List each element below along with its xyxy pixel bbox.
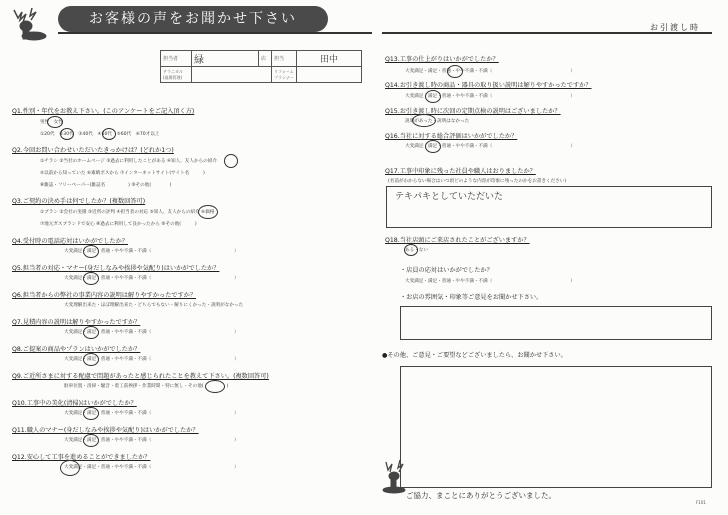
thanks-message: ご協力、まことにありがとうございました。 <box>406 491 556 500</box>
answer-mark <box>83 326 99 339</box>
q7: Q7.見積内容の説明は解りやすかったですか？ <box>12 319 141 326</box>
q12: Q12.安心して工事を進めることができましたか？ <box>12 454 151 461</box>
answer-mark <box>412 114 436 127</box>
answer-mark <box>83 272 99 285</box>
label-tele: テラニカル (現場管理) <box>161 67 192 83</box>
q13-scale[interactable]: 大変満足・満足・普通・やや不満・不満（ ） <box>405 69 575 74</box>
q8-scale[interactable]: 大変満足・満足・普通・やや不満・不満（ ） <box>64 357 239 362</box>
q15-options[interactable]: 説明があった・説明はなかった <box>405 119 470 124</box>
answer-mark <box>205 380 225 393</box>
q4-scale[interactable]: 大変満足・満足・普通・やや不満・不満（ ） <box>64 249 239 254</box>
q2-options-3[interactable]: ⑧雑誌・フリーペーパー(雑誌名 ) ⑨その他( ) <box>40 183 172 188</box>
q6-scale[interactable]: 大変理解出来た・ほぼ理解出来た・どちらでもない・解りにくかった・説明がなかった <box>64 303 244 308</box>
q16-scale[interactable]: 大変満足・満足・普通・やや不満・不満（ ） <box>405 144 575 149</box>
q3: Q3.ご契約の決め手は何でしたか？(複数回答可) <box>12 198 146 205</box>
q9-options[interactable]: 駐車位置・清掃・騒音・着工前挨拶・作業時間・特に無し・その他( ) <box>64 384 229 389</box>
q18-staff-scale[interactable]: 大変満足・満足・普通・やや不満・不満（ ） <box>405 279 575 284</box>
q2-options-2[interactable]: ⑤以前から知っていた ⑥素晴ポスから ⑦インターネットサイト(サイト名 ) <box>40 171 205 176</box>
q1-age[interactable]: ①20代 ②30代 ③40代 ④50代 ⑤60代 ⑥70才以上 <box>40 132 160 137</box>
other-comments: ●その他、ご意見・ご要望などございましたら、お聞かせ下さい。 <box>382 352 567 359</box>
staff-info-table <box>160 50 362 83</box>
q14-scale[interactable]: 大変満足・満足・普通・やや不満・不満（ ） <box>405 94 575 99</box>
q2: Q2.今回お問い合わせいただいたきっかけは？(どれか1つ) <box>12 147 174 154</box>
deer-mascot-icon <box>378 458 410 494</box>
q18: Q18.当社店頭にご来店されたことがございますか？ <box>385 237 530 244</box>
answer-mark <box>425 90 441 103</box>
tele-value <box>192 67 272 83</box>
answer-mark <box>447 65 463 78</box>
answer-mark <box>425 140 441 153</box>
q17-answer-box[interactable] <box>386 186 712 228</box>
label-tan: 担当 <box>272 51 297 67</box>
q2-options-1[interactable]: ①チラシ ②当社のホームページ ③過去に利用したことがある ④知人、友人からの紹介 <box>40 159 217 164</box>
planner-value <box>297 67 362 83</box>
answer-mark <box>83 434 99 447</box>
q8: Q8.ご提案の商品やプランはいかがでしたか？ <box>12 346 141 353</box>
q9: Q9.ご近所さまに対する配慮で問題があったと感じられたことを教えて下さい。(複数回答可) <box>12 373 269 380</box>
answer-mark <box>83 407 99 420</box>
q5-scale[interactable]: 大変満足・満足・普通・やや不満・不満（ ） <box>64 276 239 281</box>
q7-scale[interactable]: 大変満足・満足・普通・やや不満・不満（ ） <box>64 330 239 335</box>
q17-note: (名前がわからない場合はいつ頃どのような内容が印象に残ったのかをお書きください) <box>388 179 567 184</box>
q17: Q17.工事中印象に残った社員や職人はおりましたか？ <box>385 168 536 175</box>
q18-options[interactable]: ある・ない <box>405 248 428 253</box>
q16: Q16.当社に対する総合評価はいかがでしたか？ <box>385 133 518 140</box>
q13: Q13.工事の仕上がりはいかがでしたか？ <box>385 56 499 63</box>
q4: Q4.受付時の電話応対はいかがでしたか？ <box>12 238 128 245</box>
form-code: F101 <box>696 500 706 505</box>
q3-options-1[interactable]: ①プラン ②会社の実績 ③近所の評判 ④担当者の対応 ⑤知人、友人からの紹介 ⑥価格 <box>40 210 215 215</box>
q5: Q5.担当者の対応・マナー(身だしなみや挨拶や気配り)はいかがでしたか？ <box>12 265 220 272</box>
q18-staff: ・店員の応対はいかがでしたか？ <box>400 267 493 274</box>
shop-value: 緑 <box>192 51 259 67</box>
answer-mark <box>60 128 74 140</box>
tan-value: 田中 <box>297 51 362 67</box>
title-rule <box>58 32 372 34</box>
store-impression-box[interactable] <box>400 306 712 340</box>
answer-mark <box>404 244 418 256</box>
q12-scale[interactable]: 大変満足・満足・普通・やや不満・不満（ ） <box>64 465 239 470</box>
q11: Q11.職人のマナー(身だしなみや挨拶や気配り)はいかがでしたか？ <box>12 427 199 434</box>
comments-box[interactable] <box>400 366 712 488</box>
label-ten: 店 <box>259 51 272 67</box>
q1: Q1.性別・年代をお教え下さい。(このアンケートをご記入頂く方) <box>12 108 195 115</box>
label-tanto: 担当者 <box>161 51 192 67</box>
deer-mascot-icon <box>6 2 52 42</box>
answer-mark <box>224 154 238 168</box>
q14: Q14.お引き渡し時の商品・器具の取り扱い説明は解りやすかったですか？ <box>385 82 592 89</box>
q10-scale[interactable]: 大変満足・満足・普通・やや不満・不満（ ） <box>64 411 239 416</box>
label-planner: リフォーム プランナー <box>272 67 297 83</box>
answer-mark <box>198 205 218 219</box>
q15: Q15.お引き渡し時に次回の定期点検の説明はございましたか？ <box>385 108 561 115</box>
answer-mark <box>60 460 80 476</box>
answer-mark <box>83 245 99 258</box>
answer-mark <box>102 128 116 140</box>
q3-options-2[interactable]: ⑦地元ガスブランドで安心 ⑧過去に利用して良かったから ⑨その他( ) <box>40 222 197 227</box>
delivery-tag: お引渡し時 <box>650 23 700 32</box>
q11-scale[interactable]: 大変満足・満足・普通・やや不満・不満（ ） <box>64 438 239 443</box>
q17-handwriting: テキパキとしていただいた <box>395 192 504 202</box>
q6: Q6.担当者からの弊社の事業内容の説明は解りやすかったですか？ <box>12 292 197 299</box>
q1-gender[interactable]: 男性 女性 <box>40 120 63 125</box>
page-title: お客様の声をお聞かせ下さい <box>58 6 328 32</box>
answer-mark <box>47 116 63 128</box>
q18-store: ・お店の雰囲気・印象等ご意見をお聞かせ下さい。 <box>400 294 543 301</box>
q10: Q10.工事中の美化(清掃)はいかがでしたか？ <box>12 400 137 407</box>
answer-mark <box>83 353 99 366</box>
